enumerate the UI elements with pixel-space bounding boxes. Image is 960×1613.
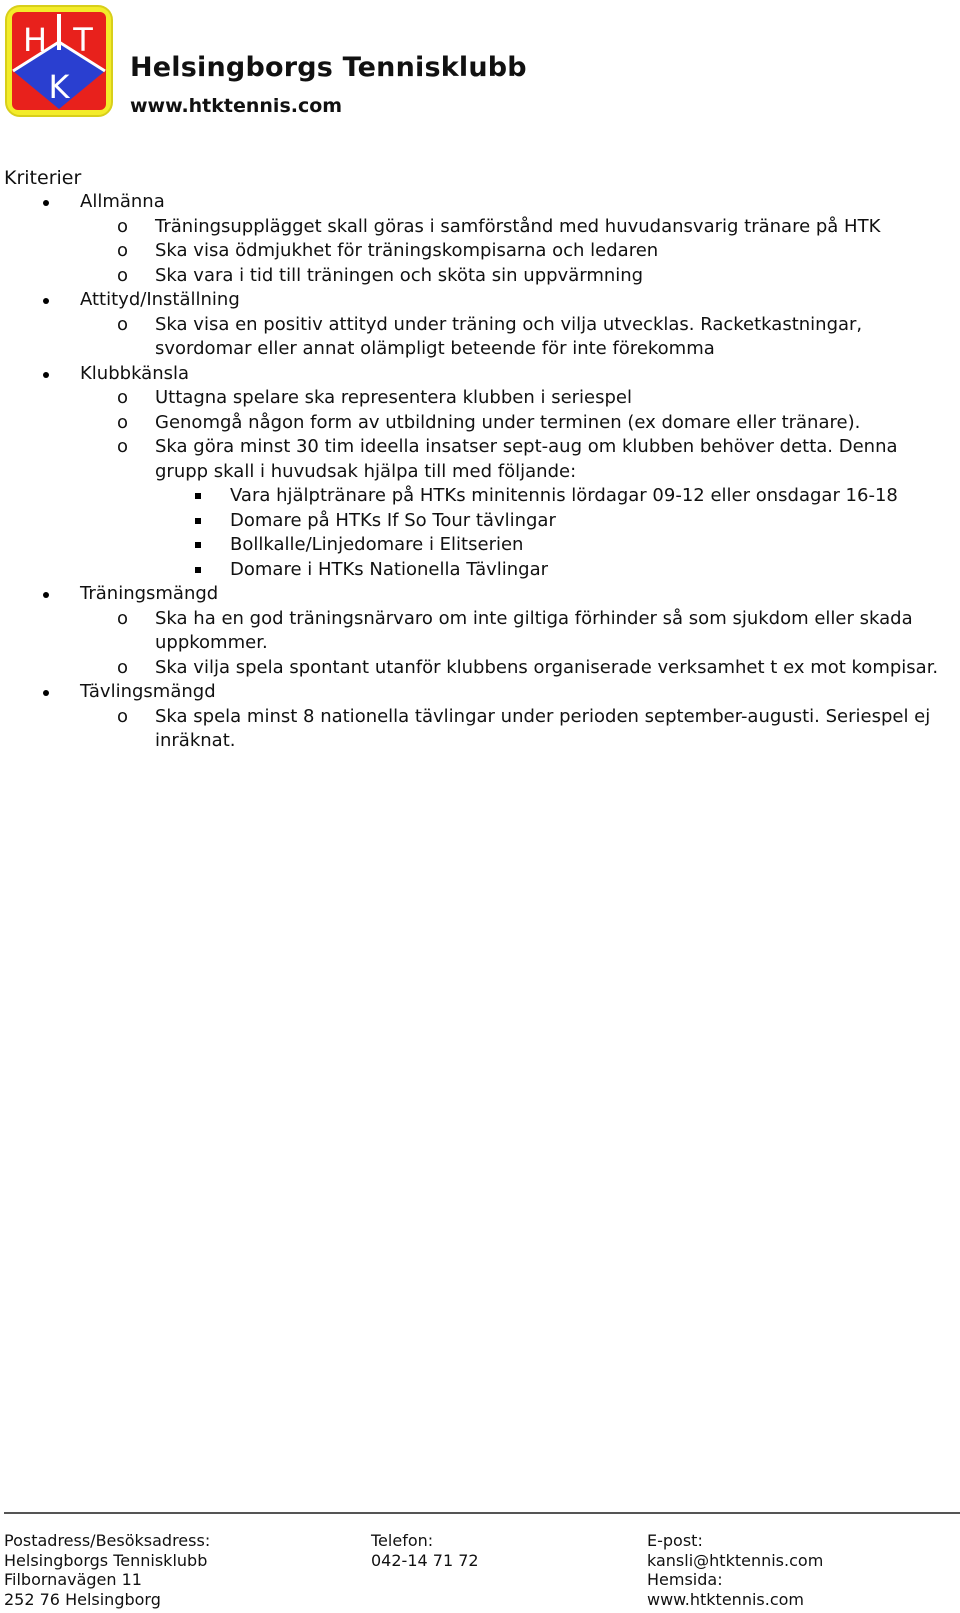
bullet-circle-icon: o bbox=[117, 240, 129, 261]
criteria-group bbox=[0, 680, 960, 754]
footer-phone-number[interactable]: 042-14 71 72 bbox=[371, 1550, 479, 1570]
footer-address-label: Postadress/Besöksadress: bbox=[4, 1531, 211, 1550]
criteria-group bbox=[0, 582, 960, 680]
bullet-dot-icon bbox=[43, 200, 49, 206]
criteria-item-list bbox=[80, 386, 960, 582]
bullet-square-icon bbox=[195, 518, 201, 524]
criteria-group bbox=[0, 190, 960, 288]
criteria-item-text: Ska vilja spela spontant utanför klubbens organiserade verksamhet t ex mot kompisar. bbox=[155, 656, 939, 678]
criteria-item bbox=[0, 435, 960, 582]
criteria-item bbox=[0, 215, 960, 240]
criteria-group-label: Attityd/Inställning bbox=[80, 289, 240, 310]
criteria-subitem bbox=[0, 533, 960, 558]
criteria-group-label: Allmänna bbox=[80, 191, 165, 212]
footer-website-label: Hemsida: bbox=[647, 1570, 723, 1589]
bullet-dot-icon bbox=[43, 690, 49, 696]
footer-phone bbox=[371, 1531, 479, 1570]
bullet-circle-icon: o bbox=[117, 313, 129, 335]
criteria-item bbox=[0, 264, 960, 289]
bullet-circle-icon: o bbox=[117, 436, 129, 457]
criteria-group bbox=[0, 288, 960, 362]
footer-address-line: Filbornavägen 11 bbox=[4, 1570, 142, 1589]
criteria-group-label: Träningsmängd bbox=[80, 583, 219, 604]
bullet-square-icon bbox=[195, 493, 201, 499]
bullet-circle-icon: o bbox=[117, 705, 129, 727]
criteria-subitem bbox=[0, 484, 960, 509]
criteria-subitem-text: Vara hjälptränare på HTKs minitennis lördagar 09-12 eller onsdagar 16-18 bbox=[230, 485, 898, 506]
logo-letter-t: T bbox=[73, 21, 93, 59]
criteria-content bbox=[0, 190, 960, 754]
bullet-circle-icon: o bbox=[117, 215, 129, 237]
footer-address-line: 252 76 Helsingborg bbox=[4, 1589, 161, 1609]
bullet-circle-icon: o bbox=[117, 264, 129, 286]
organization-name: Helsingborgs Tennisklubb bbox=[130, 52, 527, 83]
criteria-item bbox=[0, 705, 960, 754]
criteria-subitem-text: Domare i HTKs Nationella Tävlingar bbox=[230, 558, 549, 580]
criteria-item bbox=[0, 411, 960, 436]
criteria-item bbox=[0, 607, 960, 656]
criteria-item-list bbox=[80, 313, 960, 362]
criteria-item-text: Ska visa en positiv attityd under träning och vilja utvecklas. Racketkastningar, svordomar eller annat olämpligt beteende för inte förekomma bbox=[155, 313, 863, 359]
bullet-circle-icon: o bbox=[117, 411, 129, 433]
criteria-item-text: Genomgå någon form av utbildning under terminen (ex domare eller tränare). bbox=[155, 411, 861, 433]
bullet-circle-icon: o bbox=[117, 387, 129, 408]
logo-letter-h: H bbox=[22, 21, 48, 59]
criteria-item-list bbox=[80, 705, 960, 754]
bullet-circle-icon: o bbox=[117, 607, 129, 629]
criteria-subitem bbox=[0, 558, 960, 583]
criteria-heading: Kriterier bbox=[4, 167, 82, 189]
criteria-subitem bbox=[0, 509, 960, 534]
criteria-subitem-text: Bollkalle/Linjedomare i Elitserien bbox=[230, 534, 524, 555]
footer-address-line: Helsingborgs Tennisklubb bbox=[4, 1550, 208, 1570]
footer-email-link[interactable]: kansli@htktennis.com bbox=[647, 1550, 824, 1570]
footer-email-label: E-post: bbox=[647, 1531, 703, 1550]
footer-divider bbox=[4, 1512, 960, 1514]
htk-logo bbox=[4, 4, 114, 118]
criteria-item-text: Ska vara i tid till träningen och sköta sin uppvärmning bbox=[155, 264, 644, 286]
bullet-square-icon bbox=[195, 567, 201, 573]
criteria-item bbox=[0, 656, 960, 681]
criteria-item-list bbox=[80, 215, 960, 289]
bullet-dot-icon bbox=[43, 298, 49, 304]
footer-address bbox=[4, 1531, 210, 1609]
criteria-item-list bbox=[80, 607, 960, 681]
criteria-item-text: Uttagna spelare ska representera klubben i seriespel bbox=[155, 387, 632, 408]
criteria-group-label: Klubbkänsla bbox=[80, 362, 190, 384]
criteria-item-text: Ska spela minst 8 nationella tävlingar under perioden september-augusti. Seriespel ej inräknat. bbox=[155, 705, 931, 751]
logo-letter-k: K bbox=[48, 68, 70, 106]
criteria-item bbox=[0, 386, 960, 411]
organization-url[interactable]: www.htktennis.com bbox=[130, 95, 343, 117]
criteria-item bbox=[0, 313, 960, 362]
criteria-item-text: Ska ha en god träningsnärvaro om inte giltiga förhinder så som sjukdom eller skada uppkommer. bbox=[155, 607, 913, 653]
criteria-list bbox=[0, 190, 960, 754]
criteria-item bbox=[0, 239, 960, 264]
criteria-item-text: Ska göra minst 30 tim ideella insatser sept-aug om klubben behöver detta. Denna grupp skall i huvudsak hjälpa till med följande: bbox=[155, 436, 898, 482]
criteria-group bbox=[0, 362, 960, 583]
footer-website-link[interactable]: www.htktennis.com bbox=[647, 1589, 804, 1609]
bullet-circle-icon: o bbox=[117, 656, 129, 678]
bullet-dot-icon bbox=[43, 592, 49, 598]
criteria-subitem-text: Domare på HTKs If So Tour tävlingar bbox=[230, 509, 556, 531]
footer-phone-label: Telefon: bbox=[371, 1531, 434, 1550]
criteria-subitem-list bbox=[155, 484, 960, 582]
footer-contact bbox=[647, 1531, 823, 1609]
criteria-group-label: Tävlingsmängd bbox=[80, 681, 216, 702]
criteria-item-text: Träningsupplägget skall göras i samförstånd med huvudansvarig tränare på HTK bbox=[155, 215, 881, 237]
bullet-square-icon bbox=[195, 542, 201, 548]
criteria-item-text: Ska visa ödmjukhet för träningskompisarna och ledaren bbox=[155, 240, 659, 261]
bullet-dot-icon bbox=[43, 372, 49, 378]
